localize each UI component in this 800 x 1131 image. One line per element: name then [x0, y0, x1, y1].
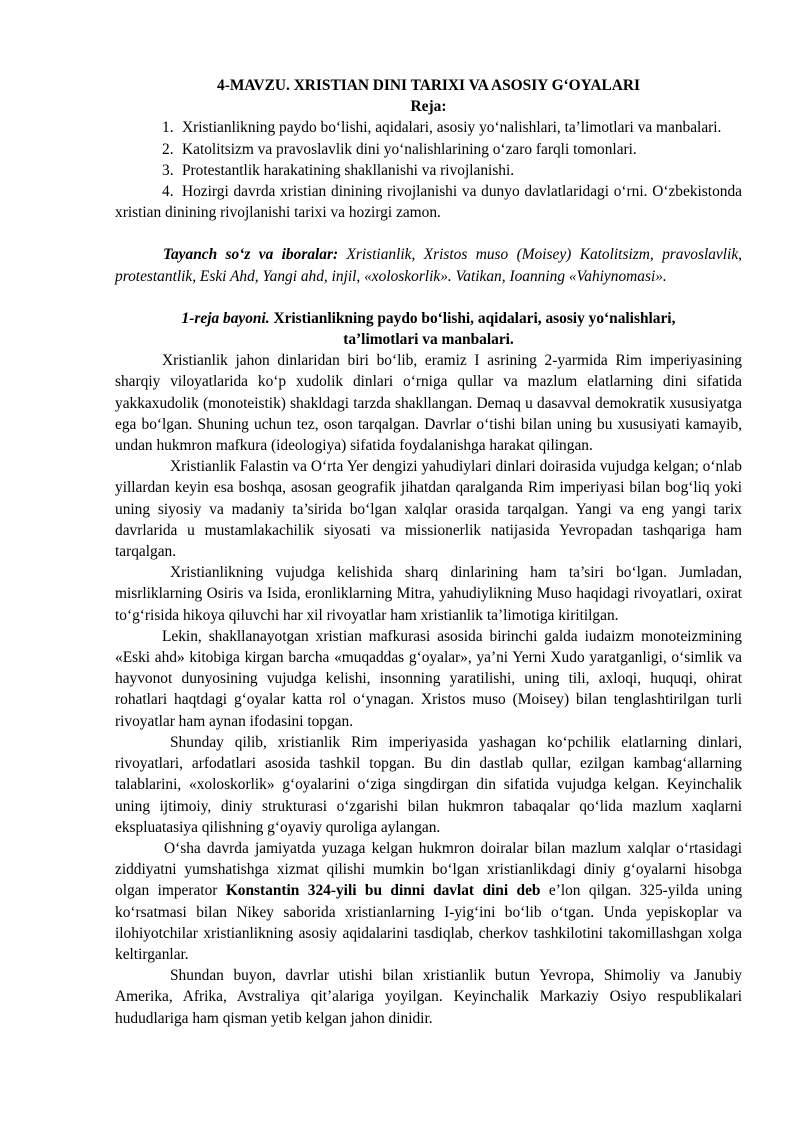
body-paragraph: Shunday qilib, xristianlik Rim imperiyasida yashagan ko‘pchilik elatlarning dinlari, rivoyatlari, arfodatlari asosida tashkil topgan. Bu din dastlab qullar, ezilgan kambag‘allarning talablarini, «xoloskorlik» g‘oyalarini o‘ziga singdirgan din sifatida vujudga kelgan. Keyinchalik uning ijtimoiy, diniy strukturasi o‘zgarishi bilan hukmron tabaqalar qo‘lida mazlum xaqlarni ekspluatasiya qilishning g‘oyaviy quroliga aylangan. [115, 733, 742, 836]
plan-item [115, 117, 742, 138]
body-paragraph: Shundan buyon, davrlar utishi bilan xristianlik butun Yevropa, Shimoliy va Janubiy Amerika, Afrika, Avstraliya qit’alariga yoyilgan. Keyinchalik Markaziy Osiyo respublikalari hududlariga ham qisman yetib kelgan jahon dinidir. [115, 967, 742, 1027]
plan-item [115, 160, 742, 181]
section-heading [115, 308, 742, 350]
keywords-text: Xristianlik, Xristos muso (Moisey) Katolitsizm, pravoslavlik, protestantlik, Eski Ahd, Yangi ahd, injil, «xoloskorlik». Vatikan, Ioanning «Vahiynomasi». [115, 246, 742, 285]
keywords-label: Tayanch so‘z va iboralar: [163, 246, 339, 264]
plan-item-number: 1. [162, 119, 174, 137]
plan-item-text: Xristianlikning paydo bo‘lishi, aqidalari, asosiy yo‘nalishlari, ta’limotlari va manbalari. [182, 119, 722, 137]
plan-item-number: 4. [162, 183, 174, 201]
plan-item-text: Protestantlik harakatining shakllanishi va rivojlanishi. [182, 161, 515, 179]
body-paragraph: Xristianlik Falastin va O‘rta Yer dengizi yahudiylari dinlari doirasida vujudga kelgan; o‘nlab yillardan keyin esa boshqa, asosan geografik jihatdan qaralganda Rim imperiyasi bilan bog‘liq yoki uning siyosiy va madaniy ta’sirida bo‘lgan xalqlar orasida tarqalgan. Yangi va eng yangi tarix davrlarida u mustamlakachilik siyosati va missionerlik natijasida Yevropadan tashqariga ham tarqalgan. [115, 458, 742, 561]
body-paragraph: Xristianlik jahon dinlaridan biri bo‘lib, eramiz I asrining 2-yarmida Rim imperiyasining sharqiy viloyatlarida ko‘p xudolik dinlari o‘rniga qullar va mazlum elatlarning dini sifatida yakkaxudolik (monoteistik) shakldagi tarzda shakllangan. Demaq u dasavval demokratik xususiyatga ega bo‘lgan. Shuning uchun tez, oson tarqalgan. Davrlar o‘tishi bilan uning bu xususiyati kamayib, undan hukmron mafkura (ideologiya) sifatida foydalanishga harakat qilingan. [115, 352, 742, 455]
body-paragraph: Lekin, shakllanayotgan xristian mafkurasi asosida birinchi galda iudaizm monoteizmining «Eski ahd» kitobiga kirgan barcha «muqaddas g‘oyalar», ya’ni Yerni Xudo yaratganligi, o‘simlik va hayvonot dunyosining vujudga kelishi, insonning yaratilishi, uning tili, axloqi, huquqi, ohirat rohatlari haqtdagi g‘oyalar katta rol o‘ynagan. Xristos muso (Moisey) bilan tenglashtirilgan turli rivoyatlar ham aynan ifodasini topgan. [115, 627, 742, 730]
document-content [115, 75, 742, 1029]
emphasized-text: Konstantin 324-yili bu dinni davlat dini deb [225, 882, 541, 900]
plan-item [115, 139, 742, 160]
paragraph-text: O‘sha davrda jamiyatda yuzaga kelgan hukmron doiralar bilan mazlum xalqlar o‘rtasidagi ziddiyatni yumshatishga xizmat qilishi mumkin bo‘lgan xristianlikdagi diniy g‘oyalarni hisobga olgan imperator [115, 839, 742, 900]
plan-item-number: 3. [162, 161, 174, 179]
body-paragraph [115, 838, 742, 965]
plan-heading: Reja: [410, 98, 447, 116]
paragraph-text: e’lon qilgan. 325-yilda uning ko‘rsatmasi bilan Nikey saborida xristianlarning I-yig‘ini bo‘lib o‘tgan. Unda yepiskoplar va ilohiyotchilar xristianlikning asosiy aqidalarini tasdiqlab, cherkov tashkilotini takomillashgan xolga keltirganlar. [115, 882, 743, 963]
plan-list [115, 117, 742, 223]
plan-item-text: Hozirgi davrda xristian dinining rivojlanishi va dunyo davlatlaridagi o‘rni. O‘zbekistonda xristian dinining rivojlanishi tarixi va hozirgi zamon. [115, 183, 742, 222]
plan-item-text: Katolitsizm va pravoslavlik dini yo‘nalishlarining o‘zaro farqli tomonlari. [182, 140, 637, 158]
document-title: 4-MAVZU. XRISTIAN DINI TARIXI VA ASOSIY G‘OYALARI [217, 77, 640, 94]
plan-item-number: 2. [162, 140, 174, 158]
plan-item [115, 181, 742, 223]
section-title-line1: Xristianlikning paydo bo‘lishi, aqidalari, asosiy yo‘nalishlari, [269, 309, 676, 327]
section-title-line2: ta’limotlari va manbalari. [343, 331, 514, 349]
section-prefix: 1-reja bayoni. [181, 309, 270, 327]
body-paragraph: Xristianlikning vujudga kelishida sharq dinlarining ham ta’siri bo‘lgan. Jumladan, misrliklarning Osiris va Isida, eronliklarning Mitra, yahudiylikning Muso haqidagi rivoyatlari, oxirat to‘g‘risida hikoya qiluvchi har xil rivoyatlar ham xristianlik ta’limotiga kiritilgan. [115, 564, 742, 624]
keywords-paragraph [115, 244, 742, 286]
